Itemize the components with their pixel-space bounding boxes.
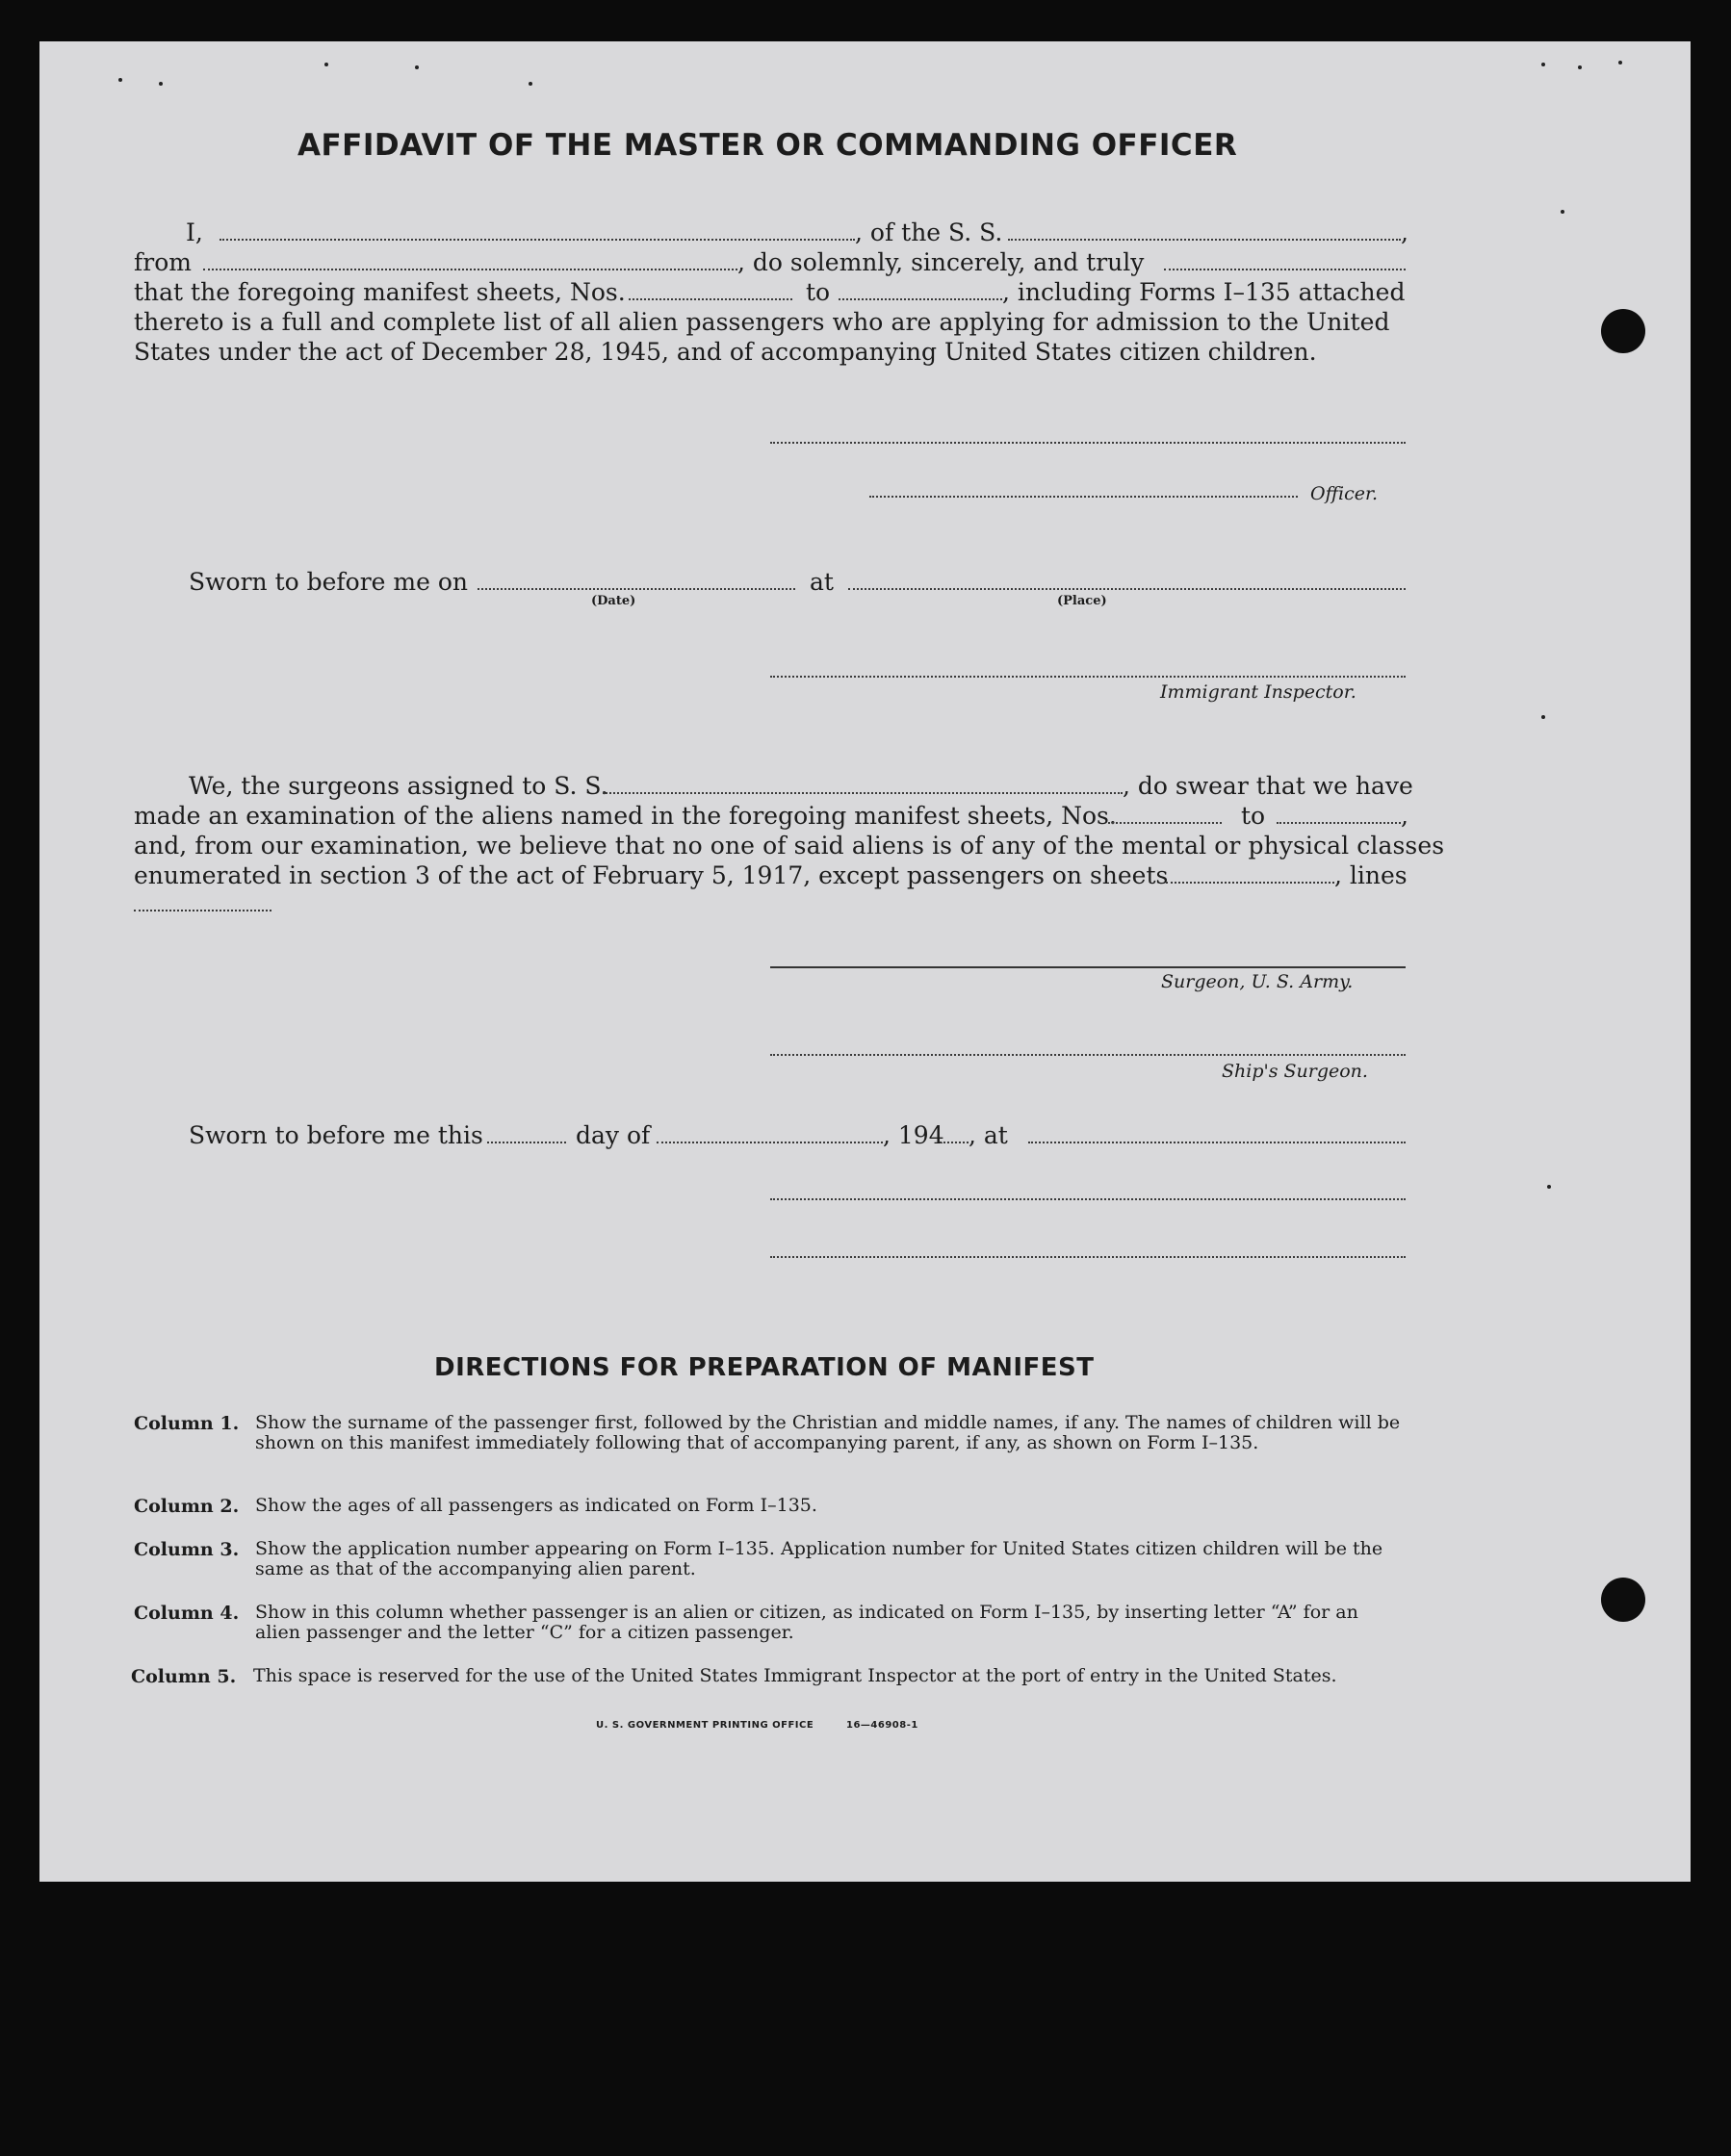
place-caption: (Place) <box>1057 594 1107 608</box>
speck <box>1578 65 1582 69</box>
column-4-label: Column 4. <box>134 1603 240 1624</box>
sworn-before-me-this: Sworn to before me this <box>189 1121 483 1149</box>
column-3-text: Show the application number appearing on Form I–135. Application number for United States citizen children will be the same as that of the accompanying alien parent. <box>255 1538 1383 1579</box>
surgeons-line4: enumerated in section 3 of the act of February 5, 1917, except passengers on sheets <box>134 861 1169 889</box>
sworn-date-field[interactable] <box>478 588 795 590</box>
sworn-year-prefix: , 194 <box>883 1121 944 1149</box>
speck <box>159 82 163 86</box>
speck <box>1541 63 1545 66</box>
army-surgeon-label: Surgeon, U. S. Army. <box>1161 971 1354 992</box>
sworn-at-2: , at <box>969 1121 1008 1149</box>
inspector-label: Immigrant Inspector. <box>1160 681 1356 703</box>
oath-word-field[interactable] <box>1164 269 1406 270</box>
affidavit-comma: , <box>1401 218 1408 246</box>
master-name-field[interactable] <box>220 239 855 241</box>
surgeons-to: to <box>1241 802 1266 830</box>
column-1-text <box>255 1413 1401 1453</box>
affidavit-solemnly: , do solemnly, sincerely, and truly <box>737 248 1145 276</box>
column-2-text: Show the ages of all passengers as indicated on Form I–135. <box>255 1495 817 1516</box>
column-5-label: Column 5. <box>131 1666 237 1687</box>
surgeons-lines: , lines <box>1334 861 1408 889</box>
exception-sheets-field[interactable] <box>1166 882 1334 884</box>
punch-hole-top <box>1601 309 1645 353</box>
sworn-place-field-2[interactable] <box>1028 1142 1406 1143</box>
master-signature-field[interactable] <box>770 442 1406 444</box>
port-from-field[interactable] <box>203 269 737 270</box>
affidavit-from: from <box>134 248 192 276</box>
sworn-signature-field-2[interactable] <box>770 1256 1406 1258</box>
inspector-signature-field[interactable] <box>770 676 1406 678</box>
affidavit-line5: States under the act of December 28, 1945, and of accompanying United States citizen children. <box>134 338 1317 366</box>
officer-signature-field[interactable] <box>869 496 1298 498</box>
column-1-label: Column 1. <box>134 1413 240 1434</box>
speck <box>1541 715 1545 719</box>
form-page <box>39 41 1691 1882</box>
sworn-place-field[interactable] <box>848 588 1406 590</box>
sworn-before-me-on: Sworn to before me on <box>189 568 469 596</box>
speck <box>1618 61 1622 64</box>
column-4-text: Show in this column whether passenger is an alien or citizen, as indicated on Form I–135, by inserting letter “A” for an alien passenger and the letter “C” for a citizen passenger. <box>255 1602 1358 1643</box>
printer-imprint: U. S. GOVERNMENT PRINTING OFFICE <box>596 1720 814 1731</box>
sworn-day-of: day of <box>576 1121 651 1149</box>
speck <box>529 82 532 86</box>
speck <box>118 78 122 82</box>
affidavit-line4: thereto is a full and complete list of all alien passengers who are applying for admission to the United <box>134 308 1390 336</box>
affidavit-to: to <box>806 278 831 306</box>
affidavit-i: I, <box>186 218 203 246</box>
surgeons-line1: We, the surgeons assigned to S. S. <box>189 772 608 800</box>
ship-name-field[interactable] <box>1008 239 1401 241</box>
ship-surgeon-label: Ship's Surgeon. <box>1222 1061 1368 1082</box>
surgeons-line3: and, from our examination, we believe that no one of said aliens is of any of the mental or physical classes <box>134 832 1445 860</box>
exception-lines-field[interactable] <box>134 910 271 911</box>
date-caption: (Date) <box>591 594 636 608</box>
speck <box>1547 1185 1551 1189</box>
affidavit-forms: , including Forms I–135 attached <box>1002 278 1406 306</box>
column-2-label: Column 2. <box>134 1496 240 1517</box>
column-3-label: Column 3. <box>134 1539 240 1560</box>
surgeons-swear: , do swear that we have <box>1123 772 1413 800</box>
speck <box>415 65 419 69</box>
sheets-from-field[interactable] <box>629 298 792 300</box>
sworn-signature-field-1[interactable] <box>770 1198 1406 1200</box>
surgeons-line2: made an examination of the aliens named in the foregoing manifest sheets, Nos. <box>134 802 1117 830</box>
surgeon-sheets-from-field[interactable] <box>1108 822 1222 824</box>
affidavit-sheets: that the foregoing manifest sheets, Nos. <box>134 278 626 306</box>
directions-title: DIRECTIONS FOR PREPARATION OF MANIFEST <box>434 1353 1095 1382</box>
officer-label: Officer. <box>1310 483 1379 504</box>
sworn-day-field[interactable] <box>487 1142 566 1143</box>
surgeons-comma: , <box>1401 802 1408 830</box>
sworn-at: at <box>810 568 834 596</box>
affidavit-title: AFFIDAVIT OF THE MASTER OR COMMANDING OFFICER <box>297 128 1238 163</box>
ship-surgeon-signature-field[interactable] <box>770 1054 1406 1056</box>
affidavit-of-ss: , of the S. S. <box>855 218 1003 246</box>
speck <box>1561 210 1564 214</box>
sheets-to-field[interactable] <box>839 298 1002 300</box>
sworn-month-field[interactable] <box>657 1142 883 1143</box>
surgeon-ship-field[interactable] <box>603 792 1123 794</box>
speck <box>324 63 328 66</box>
punch-hole-bottom <box>1601 1578 1645 1622</box>
column-5-text: This space is reserved for the use of the United States Immigrant Inspector at the port of entry in the United States. <box>253 1665 1337 1686</box>
form-number: 16—46908-1 <box>846 1720 918 1731</box>
surgeon-sheets-to-field[interactable] <box>1277 822 1401 824</box>
column-1-text-content: Show the surname of the passenger first, followed by the Christian and middle names, if any. The names of children will be shown on this manifest immediately following that of accompanying parent, if any, as shown on Form I–135. <box>255 1412 1401 1453</box>
sworn-year-field[interactable] <box>940 1142 969 1143</box>
army-surgeon-signature-field[interactable] <box>770 966 1406 968</box>
